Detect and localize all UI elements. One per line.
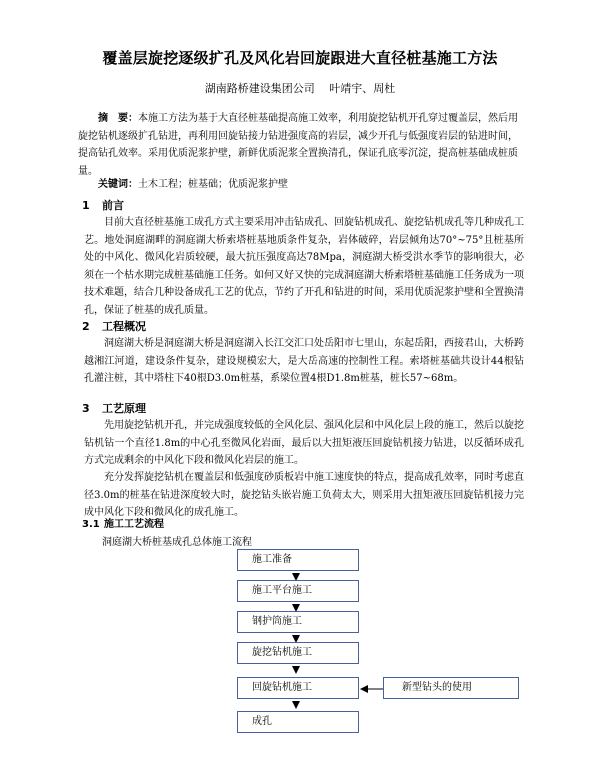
section-number: 3 [82,402,90,415]
subsection-title: 施工工艺流程 [104,519,164,530]
flow-step-2: 施工平台施工 [237,580,359,602]
keywords-text: 土木工程；桩基础；优质泥浆护壁 [138,179,288,190]
flow-step-4: 旋挖钻机施工 [237,642,359,664]
flowchart-caption: 洞庭湖大桥桩基成孔总体施工流程 [102,537,252,548]
section-number: 2 [82,320,90,333]
section-title: 工程概况 [102,320,146,333]
flow-side-note: 新型钻头的使用 [383,677,519,699]
section-2-paragraph: 洞庭湖大桥是洞庭湖大桥是洞庭湖入长江交汇口处岳阳市七里山，东起岳阳，西接君山，大桥跨越湘江河道，建设条件复杂，建设规模宏大，是大岳高速的控制性工程。索塔桩基础共设计44根钻孔灌注桩，其中塔柱下40根D3.0m桩基，系梁位置4根D1.8m桩基，桩长57~68m。 [84,338,524,385]
flow-step-6: 成孔 [237,711,359,733]
paper-title: 覆盖层旋挖逐级扩孔及风化岩回旋跟进大直径桩基施工方法 [102,49,498,67]
flow-step-5: 回旋钻机施工 [237,677,359,699]
section-number: 1 [82,199,90,212]
abstract-text: 本施工方法为基于大直径桩基础提高施工效率，利用旋挖钻机开孔穿过覆盖层，然后用旋挖钻机逐级扩孔钻进，再利用回旋钻接力钻进强度高的岩层，减少开孔与低强度岩层的钻进时间，提高钻孔效率。采用优质泥浆护壁，新鲜优质泥浆全置换清孔，保证孔底零沉淀，提高桩基础成桩质量。 [78,113,518,177]
keywords-label: 关键词： [98,179,138,190]
abstract-label: 摘 要： [98,113,138,124]
author-line: 湖南路桥建设集团公司 叶靖宇、周杜 [204,82,396,95]
flow-step-1: 施工准备 [237,549,359,571]
subsection-number: 3.1 [82,519,100,530]
section-1-paragraph: 目前大直径桩基施工成孔方式主要采用冲击钻成孔、回旋钻机成孔、旋挖钻机成孔等几种成孔工艺。地处洞庭湖畔的洞庭湖大桥索塔桩基地质条件复杂，岩体破碎，岩层倾角达70°~75°且桩基所处的中风化、微风化岩质较硬，最大抗压强度高达78Mpa，洞庭湖大桥受洪水季节的影响很大，必须在一个枯水期完成桩基础施工任务。如何又好又快的完成洞庭湖大桥索塔桩基础施工任务成为一项技术难题，结合几种设备成孔工艺的优点，节约了开孔和钻进的时间，采用优质泥浆护壁和全置换清孔，保证了桩基的成孔质量。 [84,217,524,316]
section-3-paragraph-2: 充分发挥旋挖钻机在覆盖层和低强度砂质板岩中施工速度快的特点，提高成孔效率，同时考虑直径3.0m的桩基在钻进深度较大时，旋挖钻头嵌岩施工负荷太大，则采用大扭矩液压回旋钻机接力完成中风化下段和微风化的成孔施工。 [84,472,524,519]
section-title: 工艺原理 [102,402,146,415]
section-3-paragraph-1: 先用旋挖钻机开孔，并完成强度较低的全风化层、强风化层和中风化层上段的施工，然后以旋挖钻机钻一个直径1.8m的中心孔至微风化岩面，最后以大扭矩液压回旋钻机接力钻进，以反循环成孔方式完成剩余的中风化下段和微风化岩层的施工。 [84,420,524,467]
section-title: 前言 [102,199,124,212]
flow-step-3: 钢护筒施工 [237,611,359,633]
